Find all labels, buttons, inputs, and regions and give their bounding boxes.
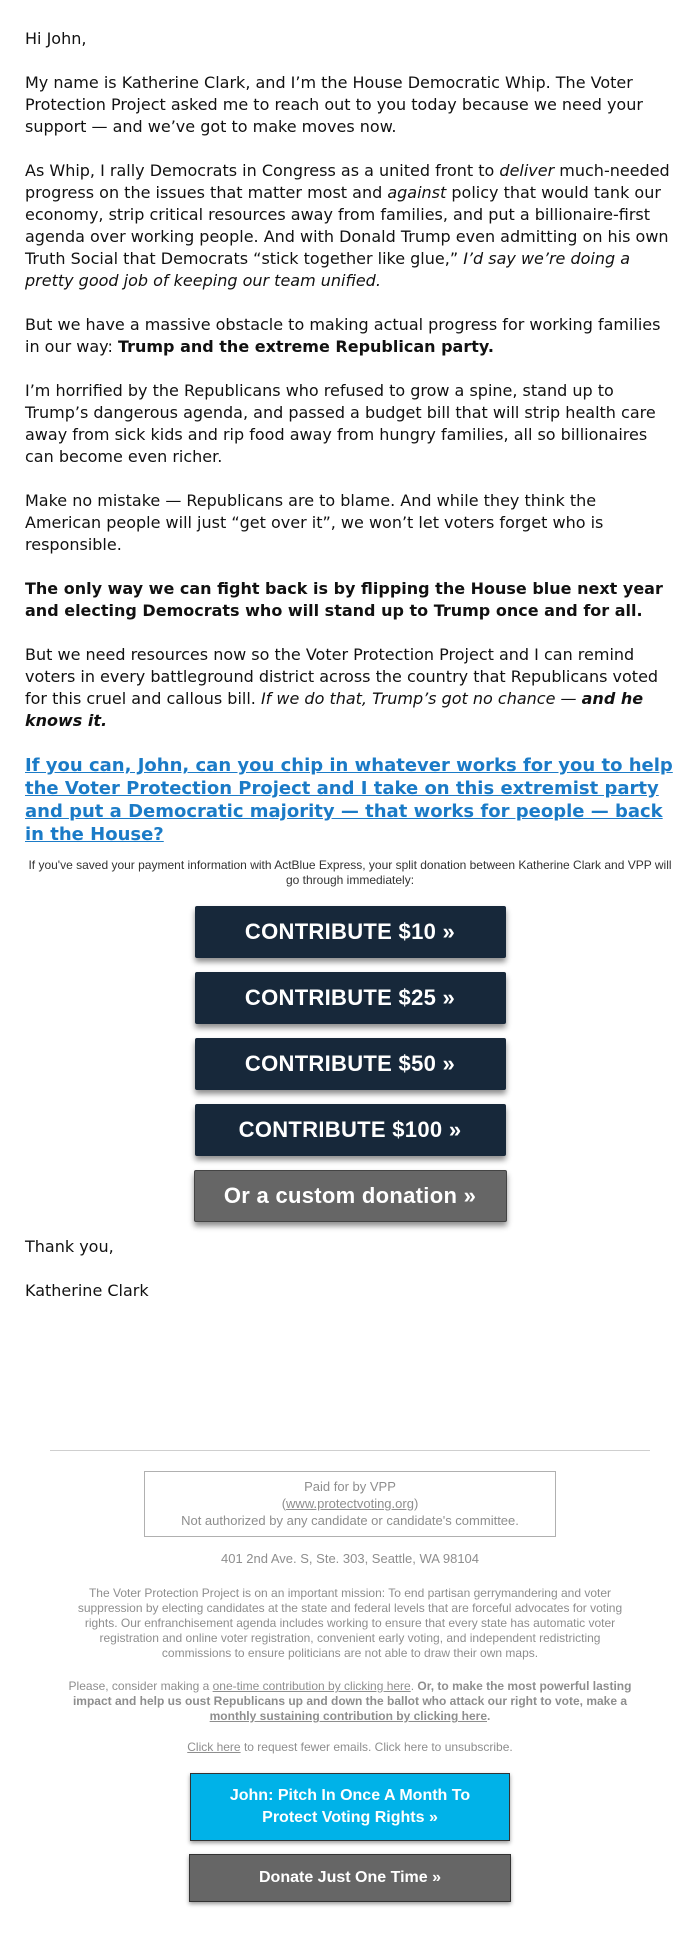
one-time-contribution-link[interactable]: one-time contribution by clicking here [212, 1679, 411, 1693]
monthly-contribution-link[interactable]: monthly sustaining contribution by clicking here [209, 1709, 487, 1723]
plea-text: Please, consider making a [68, 1679, 213, 1693]
contribute-10-button[interactable]: CONTRIBUTE $10 » [195, 906, 506, 958]
contribute-50-button[interactable]: CONTRIBUTE $50 » [195, 1038, 506, 1090]
site-paren-close: ) [413, 1496, 419, 1511]
resources-italic: If we do that, Trump’s got no chance — [260, 689, 582, 708]
mailing-address: 401 2nd Ave. S, Ste. 303, Seattle, WA 98104 [220, 1551, 480, 1566]
whip-text-1: As Whip, I rally Democrats in Congress as a united front to [25, 161, 500, 180]
one-time-donation-button[interactable]: Donate Just One Time » [189, 1854, 511, 1902]
plea-end: . [487, 1709, 491, 1723]
greeting: Hi John, [25, 29, 87, 48]
custom-donation-button[interactable]: Or a custom donation » [194, 1170, 507, 1222]
whip-emphasis-deliver: deliver [499, 161, 555, 180]
contribute-100-button[interactable]: CONTRIBUTE $100 » [195, 1104, 506, 1156]
resources-text: But we need resources now so the Voter Protection Project and I can remind voters in every battleground district across the country that Republicans voted for this cruel and callous bill. [25, 645, 659, 708]
resources-paragraph [25, 644, 675, 732]
actblue-express-note: If you've saved your payment information with ActBlue Express, your split donation between Katherine Clark and VPP will go through immediately: [28, 858, 672, 887]
unsubscribe-text: to request fewer emails. Click here to unsubscribe. [240, 1740, 513, 1754]
footer-divider [50, 1450, 650, 1451]
not-authorized-text: Not authorized by any candidate or candidate's committee. [181, 1513, 519, 1528]
site-line [145, 1495, 555, 1512]
whip-emphasis-unified: I’d say we’re doing a pretty good job of keeping our team unified. [25, 249, 631, 290]
plea-separator: . [410, 1679, 418, 1693]
monthly-donation-label: John: Pitch In Once A Month To Protect Voting Rights » [229, 1787, 471, 1826]
ask-donation-link[interactable]: If you can, John, can you chip in whatever works for you to help the Voter Protection Project and I take on this extremist party and put a Democratic majority — that works for people — back in the House? [25, 755, 673, 845]
paid-for-box [144, 1471, 556, 1537]
obstacle-bold: Trump and the extreme Republican party. [117, 337, 494, 356]
whip-text-2: much-needed progress on the issues that matter most and [25, 161, 670, 202]
horrified-paragraph: I’m horrified by the Republicans who refused to grow a spine, stand up to Trump’s dangerous agenda, and passed a budget bill that will strip health care away from sick kids and rip food away from hungry families, all so billionaires can become even richer. [25, 381, 656, 466]
unsubscribe-line [25, 1740, 675, 1755]
donation-buttons [25, 906, 675, 1222]
resources-bold-italic: and he knows it. [25, 689, 644, 730]
monthly-donation-button[interactable] [190, 1773, 510, 1841]
contribution-plea [58, 1679, 643, 1724]
fightback-paragraph: The only way we can fight back is by flipping the House blue next year and electing Democrats who will stand up to Trump once and for all. [25, 579, 663, 620]
fewer-emails-link[interactable]: Click here [187, 1740, 241, 1754]
mistake-paragraph: Make no mistake — Republicans are to blame. And while they think the American people will just “get over it”, we won’t let voters forget who is responsible. [25, 491, 604, 554]
email-footer [25, 1450, 675, 1915]
signoff: Thank you, [25, 1237, 114, 1256]
site-link[interactable]: www.protectvoting.org [286, 1496, 414, 1511]
email-body [25, 28, 675, 1324]
obstacle-paragraph [25, 314, 675, 358]
whip-emphasis-against: against [387, 183, 447, 202]
signature: Katherine Clark [25, 1281, 149, 1300]
plea-bold-text: Or, to make the most powerful lasting impact and help us oust Republicans up and down the ballot who attack our right to vote, make a [72, 1679, 632, 1708]
site-paren-open: ( [281, 1496, 287, 1511]
mission-statement: The Voter Protection Project is on an important mission: To end partisan gerrymandering and voter suppression by electing candidates at the state and federal levels that are forceful advocates for voting rights. Our enfranchisement agenda includes working to ensure that every state has automatic voter registration and online voter registration, convenient early voting, and independent redistricting commissions to ensure politicians are not able to draw their own maps. [77, 1586, 623, 1660]
contribute-25-button[interactable]: CONTRIBUTE $25 » [195, 972, 506, 1024]
paid-by-text: Paid for by VPP [304, 1479, 396, 1494]
obstacle-text: But we have a massive obstacle to making actual progress for working families in our way: [25, 315, 661, 356]
intro-paragraph: My name is Katherine Clark, and I’m the House Democratic Whip. The Voter Protection Project asked me to reach out to you today because we need your support — and we’ve got to make moves now. [25, 73, 643, 136]
whip-paragraph [25, 160, 675, 292]
whip-text-3: policy that would tank our economy, strip critical resources away from families, and put a billionaire-first agenda over working people. And with Donald Trump even admitting on his own Truth Social that Democrats “stick together like glue,” [25, 183, 669, 268]
